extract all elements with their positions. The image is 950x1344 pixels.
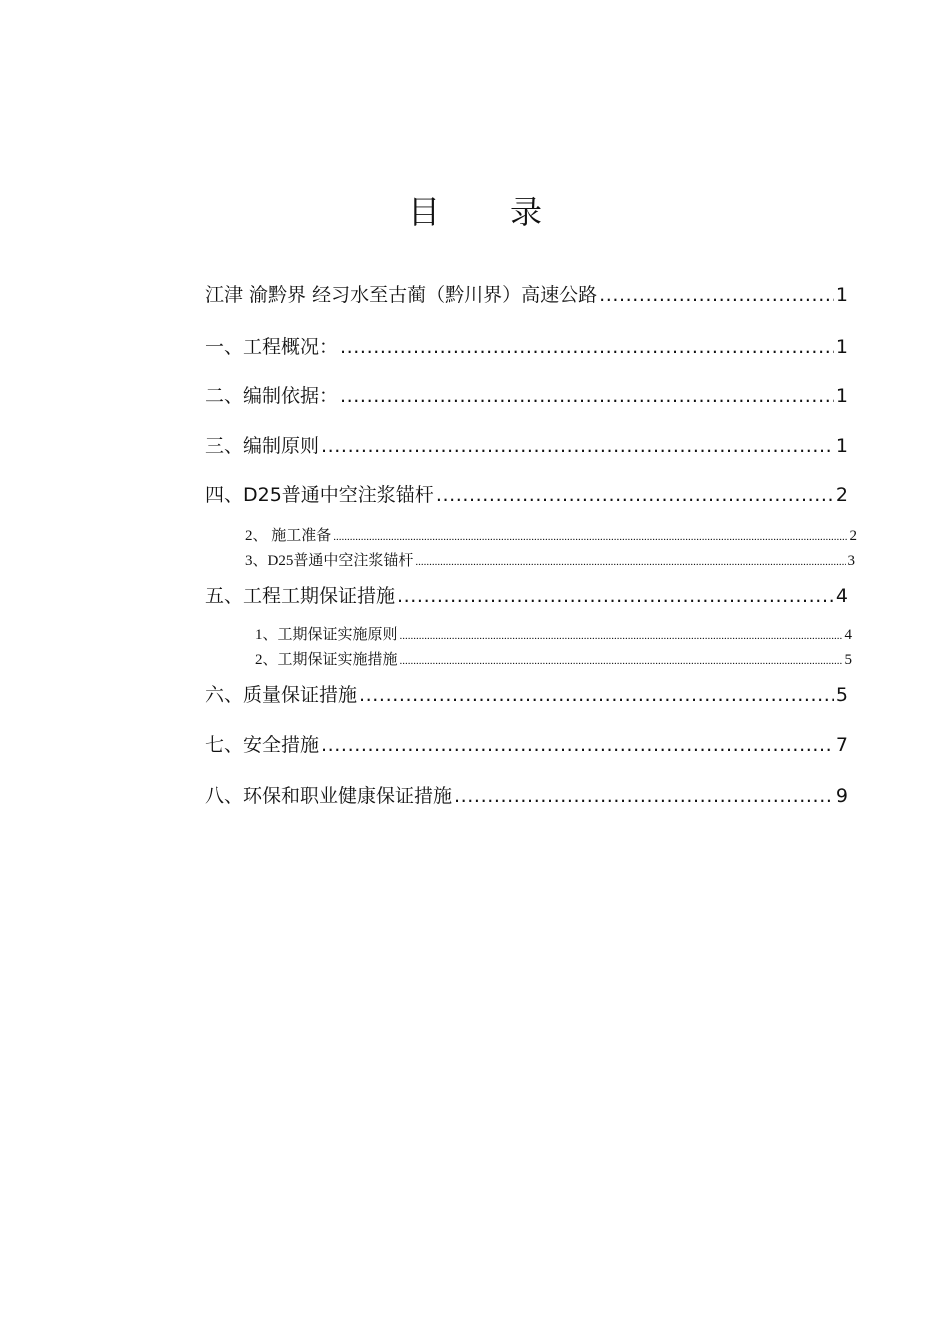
toc-page-number: 4	[835, 585, 848, 607]
toc-page-number: 3	[847, 553, 855, 569]
toc-entry-label: 八、环保和职业健康保证措施	[205, 785, 453, 807]
toc-leader-dots	[333, 526, 847, 547]
toc-title-char-2: 录	[510, 193, 543, 231]
toc-page-number: 2	[835, 484, 848, 506]
toc-leader-dots	[400, 625, 843, 646]
toc-entry-label: 2、工期保证实施措施	[255, 652, 398, 668]
toc-subentry[interactable]	[255, 650, 852, 671]
toc-entry[interactable]	[205, 582, 848, 610]
toc-leader-dots	[321, 432, 834, 460]
toc-page-number: 9	[835, 785, 848, 807]
toc-entry[interactable]	[205, 731, 848, 759]
toc-entry[interactable]	[205, 432, 848, 460]
toc-leader-dots	[397, 582, 834, 610]
toc-entry-label: 1、工期保证实施原则	[255, 627, 398, 643]
toc-page-number: 1	[835, 284, 848, 306]
toc-entry-label: 三、编制原则	[205, 435, 320, 457]
toc-subentry[interactable]	[255, 625, 852, 646]
toc-page-number: 1	[835, 385, 848, 407]
toc-entry[interactable]	[205, 681, 848, 709]
toc-leader-dots	[415, 551, 845, 572]
toc-entry-label: 七、安全措施	[205, 734, 320, 756]
toc-page-number: 4	[844, 627, 852, 643]
toc-page-number: 5	[835, 684, 848, 706]
toc-title	[0, 190, 950, 234]
toc-subentry[interactable]	[245, 526, 857, 547]
toc-entry[interactable]	[205, 782, 848, 810]
toc-entry-label: 二、编制依据：	[205, 385, 339, 407]
toc-page-number: 1	[835, 336, 848, 358]
toc-page-number: 7	[835, 734, 848, 756]
toc-entry[interactable]	[205, 382, 848, 410]
toc-subentry[interactable]	[245, 551, 855, 572]
toc-entry-label: 2、 施工准备	[245, 528, 332, 544]
toc-entry-label: 3、D25普通中空注浆锚杆	[245, 553, 414, 569]
toc-title-char-1: 目	[407, 193, 440, 231]
toc-entry[interactable]	[205, 333, 848, 361]
toc-entry-label: 四、D25普通中空注浆锚杆	[205, 484, 434, 506]
toc-leader-dots	[436, 481, 834, 509]
toc-entry[interactable]	[205, 281, 848, 309]
toc-page-number: 5	[844, 652, 852, 668]
toc-entry-label: 一、工程概况：	[205, 336, 339, 358]
toc-page-number: 1	[835, 435, 848, 457]
toc-entry-label: 江津 渝黔界 经习水至古蔺（黔川界）高速公路	[205, 284, 598, 306]
toc-entry-label: 五、工程工期保证措施	[205, 585, 396, 607]
toc-entry[interactable]	[205, 481, 848, 509]
toc-entry-label: 六、质量保证措施	[205, 684, 358, 706]
toc-leader-dots	[359, 681, 834, 709]
toc-leader-dots	[340, 382, 834, 410]
toc-page-number: 2	[849, 528, 857, 544]
toc-leader-dots	[340, 333, 834, 361]
toc-leader-dots	[321, 731, 834, 759]
toc-leader-dots	[454, 782, 834, 810]
toc-leader-dots	[400, 650, 843, 671]
toc-leader-dots	[599, 281, 834, 309]
